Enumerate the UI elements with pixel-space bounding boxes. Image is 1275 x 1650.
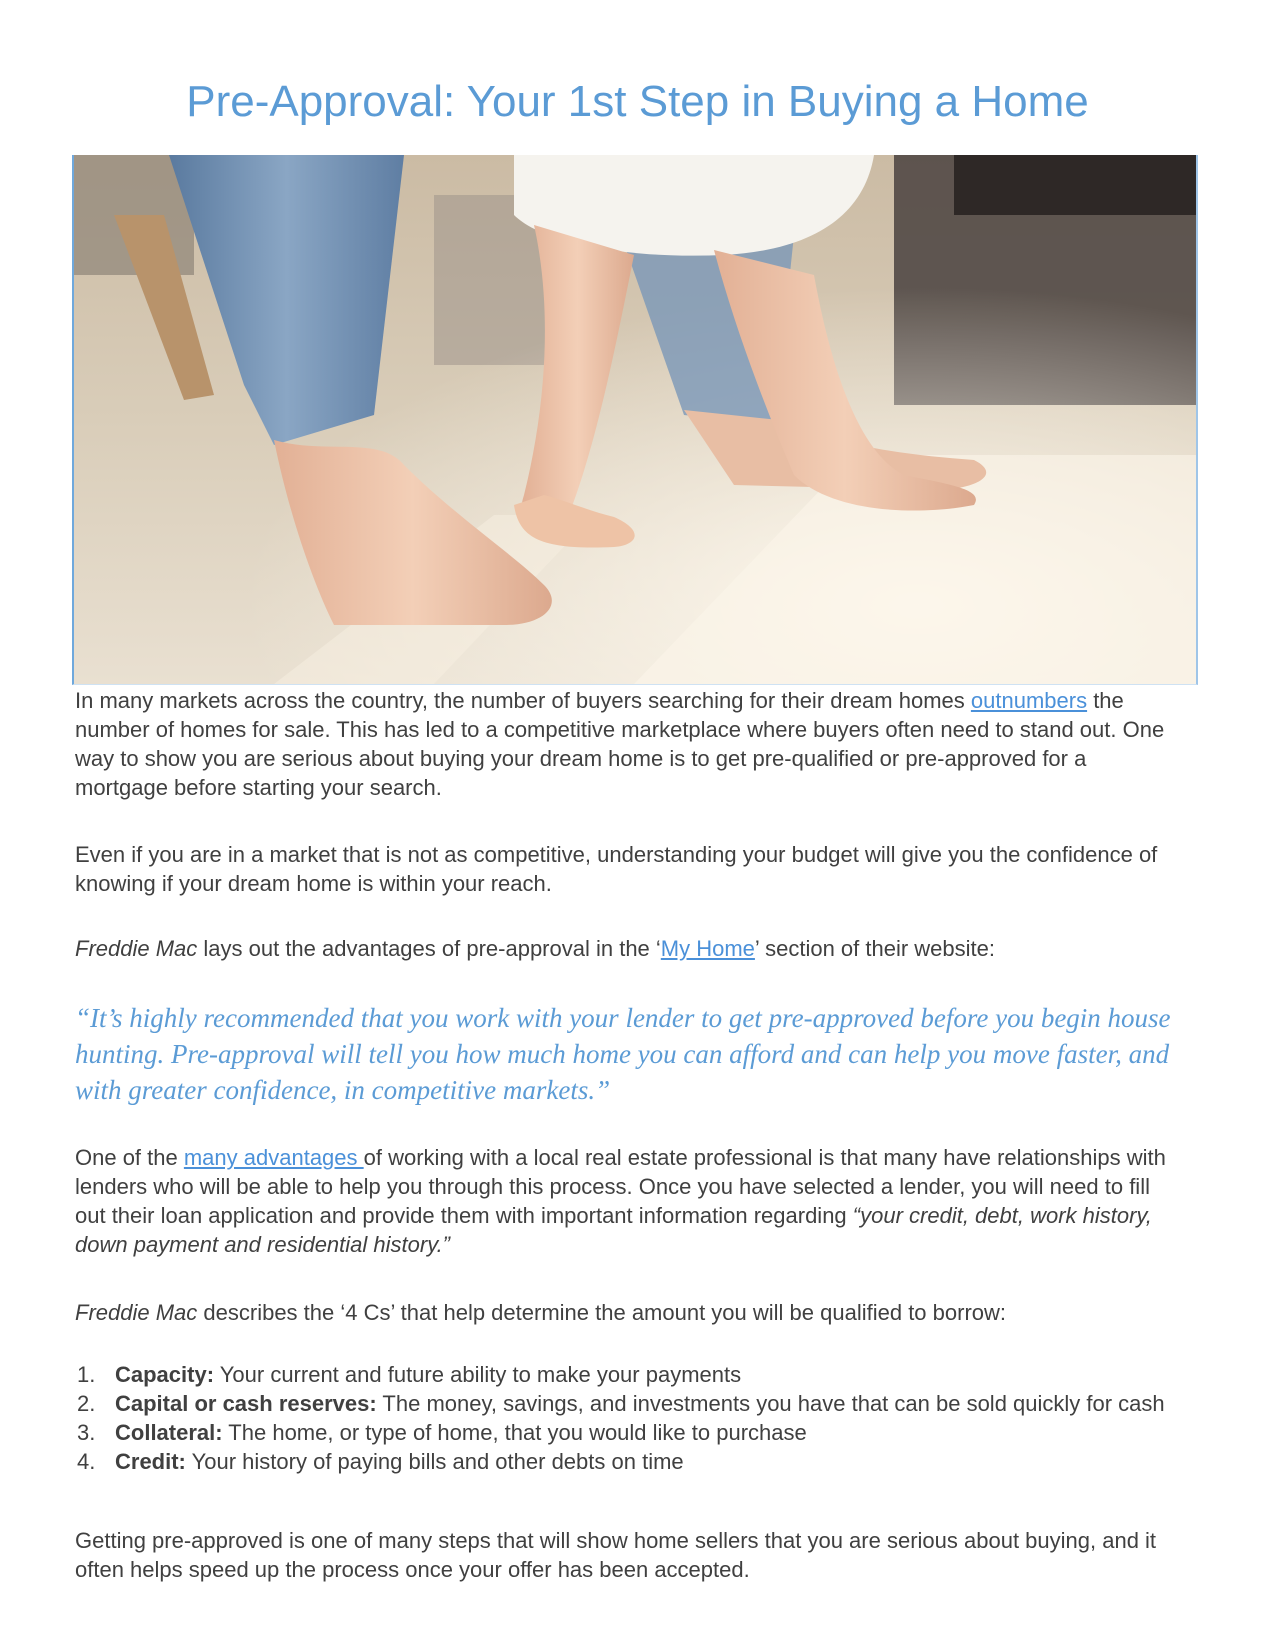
many-advantages-link[interactable]: many advantages bbox=[183, 1145, 364, 1170]
list-item bbox=[75, 1389, 1185, 1418]
p4-italic-quote: “your credit, debt, work history, down payment and residential history.” bbox=[75, 1203, 1152, 1257]
list-term: Capital or cash reserves: bbox=[115, 1391, 377, 1416]
outnumbers-link[interactable]: outnumbers bbox=[970, 688, 1088, 713]
advantages-paragraph bbox=[75, 1143, 1185, 1259]
source-name: Freddie Mac bbox=[75, 1300, 198, 1325]
intro-text-continued: the number of homes for sale. This has led to a competitive marketplace where buyers often need to stand out. One way to show you are serious about buying your dream home is to get pre-qualified or pre-approved for a mortgage before starting your search. bbox=[75, 688, 1165, 800]
list-term: Capacity: bbox=[115, 1362, 215, 1387]
intro-paragraph bbox=[75, 686, 1185, 802]
p3-text: lays out the advantages of pre-approval in the ‘ bbox=[197, 936, 661, 961]
closing-paragraph: Getting pre-approved is one of many steps that will show home sellers that you are serious about buying, and it often helps speed up the process once your offer has been accepted. bbox=[75, 1528, 1157, 1582]
list-number: 4. bbox=[77, 1449, 96, 1474]
baby-first-steps-illustration bbox=[74, 155, 1198, 684]
list-item bbox=[75, 1418, 1185, 1447]
list-item bbox=[75, 1447, 1185, 1476]
p4-text-continued: of working with a local real estate professional is that many have relationships with lenders who will be able to help you through this process. Once you have selected a lender, you will need to fill out their loan application and provide them with important information regarding bbox=[75, 1145, 1166, 1228]
list-item bbox=[75, 1360, 1185, 1389]
four-cs-list bbox=[75, 1360, 1185, 1476]
list-description: The money, savings, and investments you have that can be sold quickly for cash bbox=[376, 1391, 1165, 1416]
four-cs-intro-paragraph bbox=[75, 1298, 1185, 1327]
list-number: 2. bbox=[77, 1391, 96, 1416]
list-description: Your history of paying bills and other debts on time bbox=[185, 1449, 684, 1474]
list-term: Credit: bbox=[115, 1449, 186, 1474]
budget-paragraph: Even if you are in a market that is not as competitive, understanding your budget will give you the confidence of knowing if your dream home is within your reach. bbox=[75, 842, 1158, 896]
list-number: 1. bbox=[77, 1362, 96, 1387]
hero-photo bbox=[72, 155, 1198, 685]
p3-text-end: ’ section of their website: bbox=[754, 936, 995, 961]
freddie-mac-intro-paragraph bbox=[75, 934, 1185, 963]
list-number: 3. bbox=[77, 1420, 96, 1445]
my-home-link[interactable]: My Home bbox=[660, 936, 755, 961]
list-description: The home, or type of home, that you would like to purchase bbox=[222, 1420, 807, 1445]
p5-text: describes the ‘4 Cs’ that help determine the amount you will be qualified to borrow: bbox=[197, 1300, 1007, 1325]
intro-text: In many markets across the country, the number of buyers searching for their dream homes bbox=[75, 688, 971, 713]
freddie-mac-quote: “It’s highly recommended that you work with your lender to get pre-approved before you begin house hunting. Pre-approval will tell you how much home you can afford and can help you move faster, and with greater confidence, in competitive markets.” bbox=[75, 1003, 1171, 1105]
source-name: Freddie Mac bbox=[75, 936, 198, 961]
p4-text: One of the bbox=[75, 1145, 184, 1170]
list-term: Collateral: bbox=[115, 1420, 223, 1445]
list-description: Your current and future ability to make your payments bbox=[214, 1362, 742, 1387]
page-title: Pre-Approval: Your 1st Step in Buying a Home bbox=[186, 77, 1089, 126]
